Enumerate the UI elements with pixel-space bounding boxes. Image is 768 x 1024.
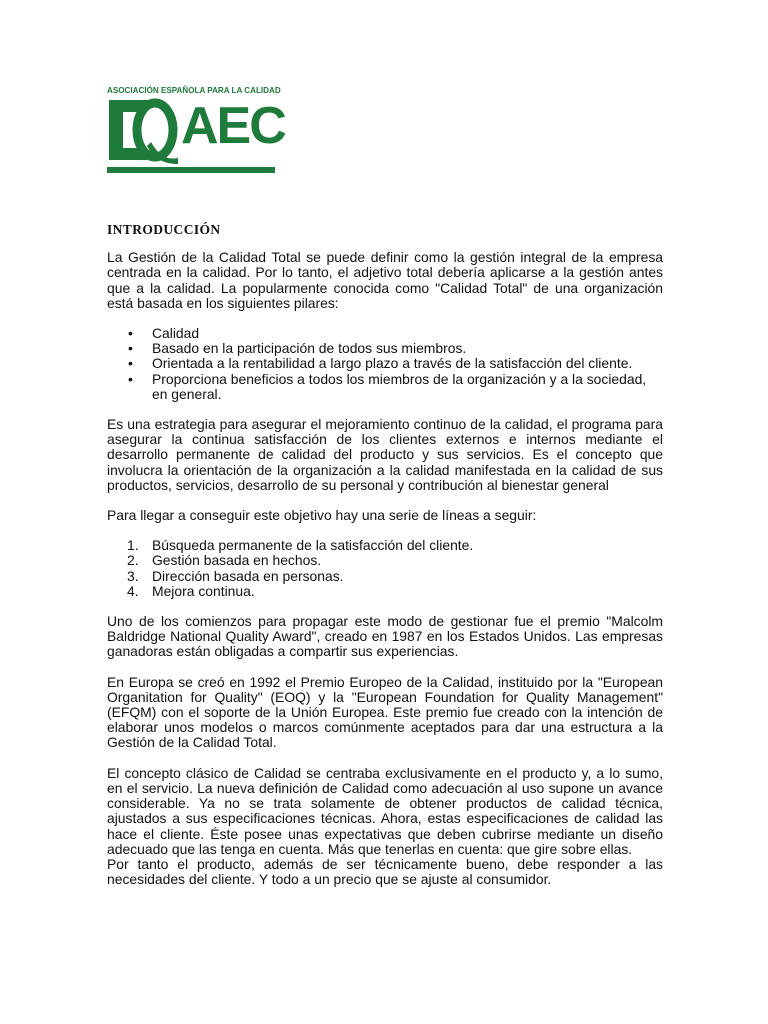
list-item: 1. Búsqueda permanente de la satisfacción del cliente.: [127, 537, 474, 554]
paragraph-intro: La Gestión de la Calidad Total se puede definir como la gestión integral de la empresa centrada en la calidad. Por lo tanto, el adjetivo total debería aplicarse a la gestión antes que a la calidad. La popularmente conocida como "Calidad Total" de una organización está basada en los siguientes pilares:: [107, 249, 663, 311]
aec-logo: [107, 86, 285, 178]
bullet-icon: •: [128, 325, 133, 342]
bullet-icon: •: [128, 340, 133, 357]
paragraph-strategy: Es una estrategia para asegurar el mejoramiento continuo de la calidad, el programa para asegurar la continua satisfacción de los clientes externos e internos mediante el desarrollo permanente de calidad del producto y sus servicios. Es el concepto que involucra la orientación de la organización a la calidad manifestada en la calidad de sus productos, servicios, desarrollo de su personal y contribución al bienestar general: [107, 416, 663, 493]
cq-logo-icon: [107, 98, 179, 164]
document-body: [107, 222, 663, 887]
logo-underline: [107, 167, 275, 173]
pillars-list: [107, 326, 663, 402]
paragraph-malcolm: Uno de los comienzos para propagar este modo de gestionar fue el premio "Malcolm Baldridge National Quality Award", creado en 1987 en los Estados Unidos. Las empresas ganadoras están obligadas a compartir sus experiencias.: [107, 613, 663, 660]
list-item: 2. Gestión basada en hechos.: [127, 552, 322, 569]
logo-acronym: AEC: [181, 97, 285, 155]
list-item: • Basado en la participación de todos sus miembros.: [128, 340, 467, 357]
paragraph-concept: El concepto clásico de Calidad se centraba exclusivamente en el producto y, a lo sumo, en el servicio. La nueva definición de Calidad como adecuación al uso supone un avance considerable. Ya no se trata solamente de obtener productos de calidad técnica, ajustados a sus especificaciones técnicas. Ahora, estas especificaciones de calidad las hace el cliente. Éste posee unas expectativas que deben cubrirse mediante un diseño adecuado que las tenga en cuenta. Más que tenerlas en cuenta: que gire sobre ellas.: [107, 764, 663, 857]
paragraph-lines-intro: Para llegar a conseguir este objetivo hay una serie de líneas a seguir:: [107, 507, 537, 524]
list-item: • Orientada a la rentabilidad a largo plazo a través de la satisfacción del cliente.: [128, 355, 633, 372]
list-item: • Calidad: [128, 325, 200, 342]
bullet-icon: •: [128, 355, 133, 372]
list-item: 4. Mejora continua.: [127, 582, 255, 599]
logo-caption: ASOCIACIÓN ESPAÑOLA PARA LA CALIDAD: [107, 86, 281, 95]
lines-list: [107, 538, 663, 599]
list-item: 3. Dirección basada en personas.: [127, 567, 344, 584]
paragraph-europe: En Europa se creó en 1992 el Premio Europeo de la Calidad, instituido por la "European Organitation for Quality" (EOQ) y la "European Foundation for Quality Management" (EFQM) con el soporte de la Unión Europea. Este premio fue creado con la intención de elaborar unos modelos o marcos comúnmente aceptados para dar una estructura a la Gestión de la Calidad Total.: [107, 673, 663, 751]
section-heading: INTRODUCCIÓN: [107, 222, 221, 237]
bullet-icon: •: [128, 370, 133, 387]
list-item: • Proporciona beneficios a todos los miembros de la organización y a la sociedad, en general.: [128, 370, 647, 402]
paragraph-conclusion: Por tanto el producto, además de ser técnicamente bueno, debe responder a las necesidades del cliente. Y todo a un precio que se ajuste al consumidor.: [107, 855, 663, 888]
